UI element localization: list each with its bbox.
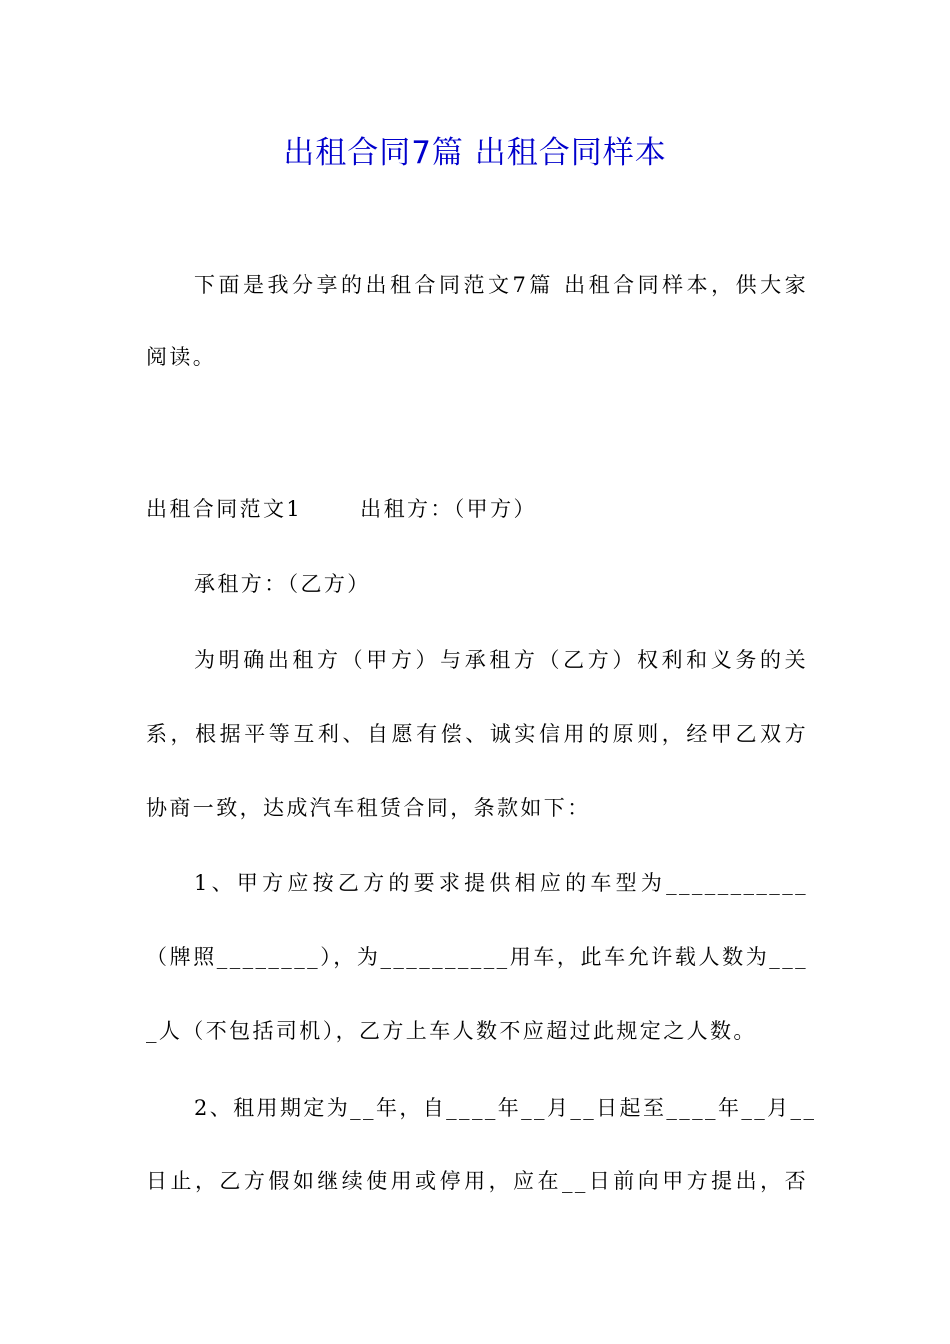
preamble-line-2: 系，根据平等互利、自愿有偿、诚实信用的原则，经甲乙双方 [146, 722, 808, 746]
clause1-line-3: _人（不包括司机），乙方上车人数不应超过此规定之人数。 [146, 1019, 757, 1043]
lessee-label: 承租方：（乙方） [194, 572, 371, 596]
preamble-line-1: 为明确出租方（甲方）与承租方（乙方）权利和义务的关 [194, 648, 808, 672]
clause2-line-2: 日止，乙方假如继续使用或停用，应在__日前向甲方提出，否 [146, 1169, 808, 1193]
preamble-line-3: 协商一致，达成汽车租赁合同，条款如下： [146, 796, 591, 820]
section-heading: 出租合同范文1 [146, 497, 303, 521]
intro-line-1: 下面是我分享的出租合同范文7篇 出租合同样本，供大家 [194, 273, 808, 297]
document-title: 出租合同7篇 出租合同样本 [283, 135, 667, 171]
lessor-label: 出租方：（甲方） [360, 497, 537, 521]
clause1-line-2: （牌照________），为__________用车，此车允许载人数为___ [146, 945, 808, 969]
intro-line-2: 阅读。 [146, 345, 217, 369]
clause2-line-1: 2、租用期定为__年，自____年__月__日起至____年__月__ [194, 1096, 817, 1120]
section-heading-line [146, 494, 808, 524]
clause1-line-1: 1、甲方应按乙方的要求提供相应的车型为___________ [194, 871, 808, 895]
